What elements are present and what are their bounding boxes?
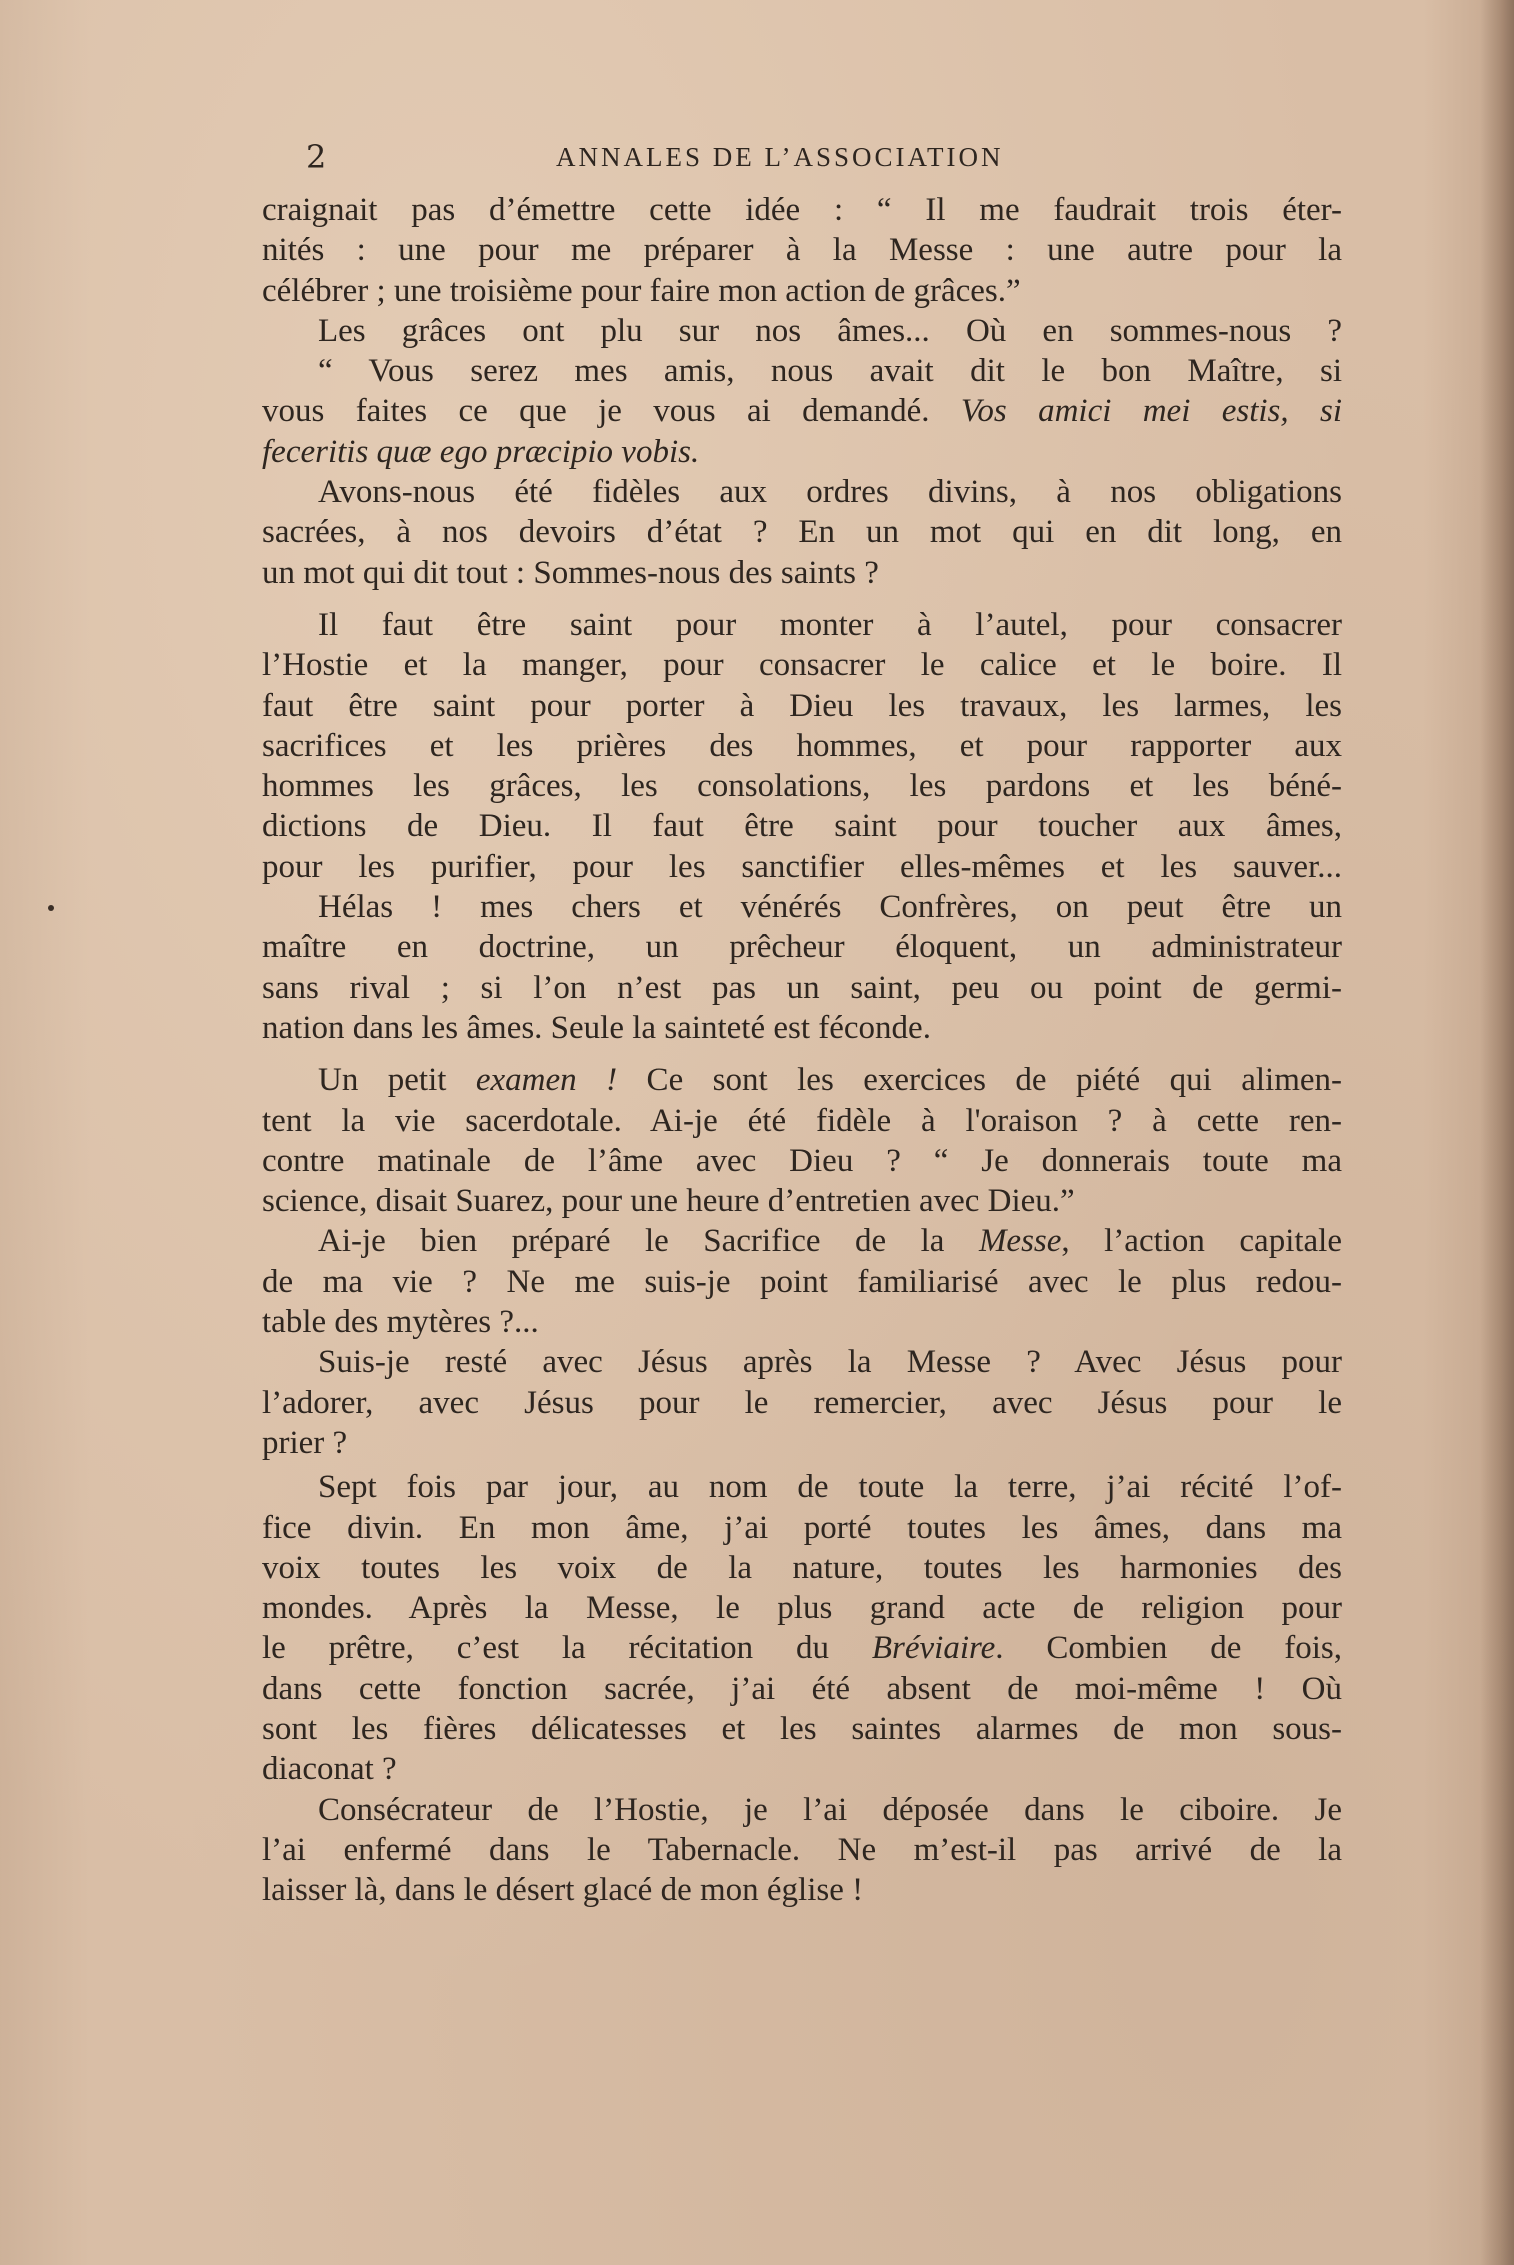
emphasis-word: Bréviaire — [871, 1630, 996, 1667]
page-header — [300, 138, 1320, 188]
text-line: contre matinale de l’âme avec Dieu ? “ Je donnerais toute ma — [262, 1142, 1342, 1179]
running-title: ANNALES DE L’ASSOCIATION — [556, 142, 1004, 172]
text-line: table des mytères ?... — [262, 1304, 539, 1341]
text-line: un mot qui dit tout : Sommes-nous des saints ? — [262, 554, 879, 591]
text-line: laisser là, dans le désert glacé de mon église ! — [262, 1872, 864, 1909]
page-number: 2 — [306, 138, 328, 176]
text-line — [262, 1221, 1342, 1261]
emphasis-word: examen ! — [475, 1062, 618, 1099]
text-line: nation dans les âmes. Seule la sainteté est féconde. — [262, 1009, 931, 1046]
text-line: dictions de Dieu. Il faut être saint pour toucher aux âmes, — [262, 808, 1342, 845]
paragraph — [262, 190, 1342, 311]
text-line — [262, 432, 1342, 472]
paragraph — [262, 1790, 1342, 1911]
ink-speck — [48, 905, 54, 911]
text-line — [262, 391, 1342, 431]
text-segment: le prêtre, c’est la récitation du — [262, 1630, 872, 1667]
text-segment: Un petit — [318, 1062, 476, 1099]
text-line: craignait pas d’émettre cette idée : “ Il me faudrait trois éter- — [262, 192, 1342, 228]
latin-quote: feceritis quæ ego præcipio vobis. — [262, 433, 700, 470]
text-line: dans cette fonction sacrée, j’ai été absent de moi-même ! Où — [262, 1670, 1342, 1707]
text-line: l’ai enfermé dans le Tabernacle. Ne m’est-il pas arrivé de la — [262, 1831, 1342, 1868]
text-line: pour les purifier, pour les sanctifier elles-mêmes et les sauver... — [262, 848, 1342, 885]
paragraph — [262, 887, 1342, 1048]
text-segment: Ce sont les exercices de piété qui alimen- — [617, 1062, 1343, 1099]
text-line: Les grâces ont plu sur nos âmes... Où en sommes-nous ? — [318, 312, 1342, 349]
text-line: l’Hostie et la manger, pour consacrer le calice et le boire. Il — [262, 647, 1342, 684]
text-line: sacrifices et les prières des hommes, et pour rapporter aux — [262, 727, 1342, 764]
text-line — [262, 1628, 1342, 1668]
text-line: Suis-je resté avec Jésus après la Messe ? Avec Jésus pour — [318, 1344, 1342, 1381]
paragraph — [262, 311, 1342, 472]
text-line: nités : une pour me préparer à la Messe : une autre pour la — [262, 232, 1342, 269]
paragraph — [262, 1060, 1342, 1221]
text-segment: vous faites ce que je vous ai demandé. — [262, 393, 961, 430]
latin-quote: Vos amici mei estis, si — [960, 393, 1343, 430]
text-line: hommes les grâces, les consolations, les pardons et les béné- — [262, 768, 1342, 805]
text-line: Avons-nous été fidèles aux ordres divins, à nos obligations — [318, 474, 1342, 511]
text-line: science, disait Suarez, pour une heure d’entretien avec Dieu.” — [262, 1183, 1075, 1220]
text-line: “ Vous serez mes amis, nous avait dit le bon Maître, si — [318, 353, 1342, 390]
paragraph — [262, 1467, 1342, 1789]
text-line: fice divin. En mon âme, j’ai porté toutes les âmes, dans ma — [262, 1509, 1342, 1546]
text-line: l’adorer, avec Jésus pour le remercier, avec Jésus pour le — [262, 1384, 1342, 1421]
text-line: prier ? — [262, 1424, 348, 1461]
text-line: célébrer ; une troisième pour faire mon action de grâces.” — [262, 272, 1021, 309]
text-line: maître en doctrine, un prêcheur éloquent, un administrateur — [262, 929, 1342, 966]
emphasis-word: Messe — [978, 1223, 1062, 1260]
paragraph — [262, 472, 1342, 593]
text-segment: Ai-je bien préparé le Sacrifice de la — [318, 1223, 979, 1260]
paragraph — [262, 1342, 1342, 1463]
text-line: sont les fières délicatesses et les saintes alarmes de mon sous- — [262, 1710, 1342, 1747]
text-line: mondes. Après la Messe, le plus grand acte de religion pour — [262, 1590, 1342, 1627]
text-segment: , l’action capitale — [1061, 1223, 1342, 1260]
text-line: faut être saint pour porter à Dieu les travaux, les larmes, les — [262, 687, 1342, 724]
text-line: Sept fois par jour, au nom de toute la terre, j’ai récité l’of- — [318, 1469, 1342, 1506]
text-line: Consécrateur de l’Hostie, je l’ai déposée dans le ciboire. Je — [318, 1791, 1342, 1828]
body-text — [262, 190, 1342, 1910]
paragraph — [262, 605, 1342, 887]
paragraph — [262, 1221, 1342, 1342]
text-line — [262, 1060, 1342, 1100]
text-line: Hélas ! mes chers et vénérés Confrères, on peut être un — [318, 889, 1342, 926]
text-segment: . Combien de fois, — [995, 1630, 1342, 1667]
text-line: de ma vie ? Ne me suis-je point familiarisé avec le plus redou- — [262, 1263, 1342, 1300]
page-edge-shadow — [1480, 0, 1514, 2265]
text-line: sans rival ; si l’on n’est pas un saint, peu ou point de germi- — [262, 969, 1342, 1006]
text-line: Il faut être saint pour monter à l’autel, pour consacrer — [318, 606, 1342, 643]
text-line: tent la vie sacerdotale. Ai-je été fidèle à l'oraison ? à cette ren- — [262, 1102, 1342, 1139]
text-line: diaconat ? — [262, 1751, 397, 1788]
text-line: sacrées, à nos devoirs d’état ? En un mot qui en dit long, en — [262, 514, 1342, 551]
text-line: voix toutes les voix de la nature, toutes les harmonies des — [262, 1549, 1342, 1586]
